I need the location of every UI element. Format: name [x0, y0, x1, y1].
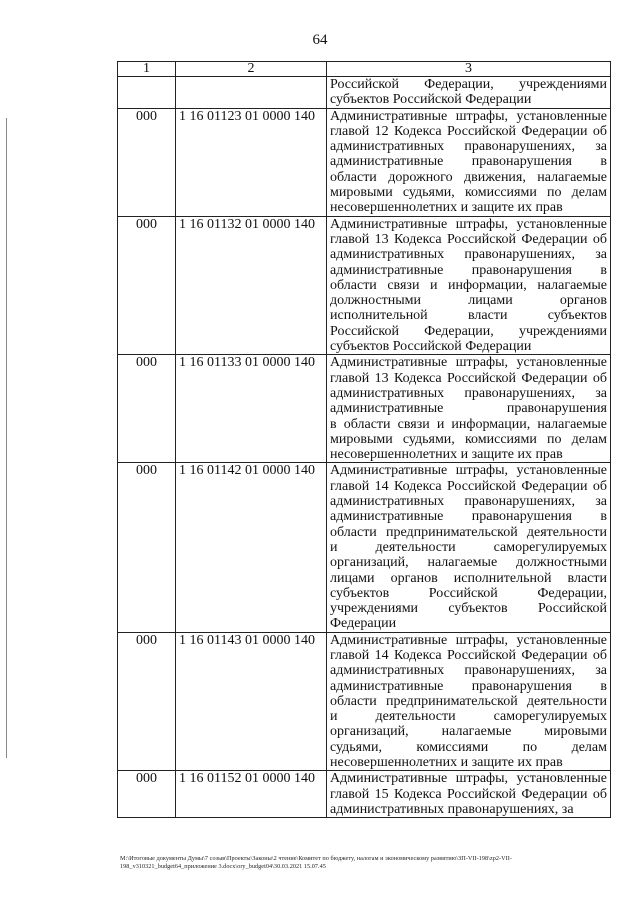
- description-line: административных правонарушениях, за: [330, 385, 607, 401]
- description-line: административных правонарушениях, за: [330, 139, 607, 155]
- description-line: в области связи и информации, налагаемые: [330, 416, 607, 432]
- description-cell: [327, 771, 611, 818]
- description-line: Российской Федерации, учреждениями: [330, 77, 607, 92]
- file-path-footer: [120, 855, 610, 871]
- table-row: [118, 463, 611, 632]
- description-line: административные правонарушения в: [330, 678, 607, 694]
- description-line: Административные штрафы, установленные: [330, 108, 607, 124]
- description-line: несовершеннолетних и защите их прав: [330, 755, 563, 771]
- description-line: главой 15 Кодекса Российской Федерации об: [330, 786, 607, 802]
- description-line: главой 14 Кодекса Российской Федерации об: [330, 647, 607, 663]
- kbk-code-cell: 1 16 01152 01 0000 140: [176, 771, 327, 818]
- description-line: административные правонарушения в: [330, 154, 607, 170]
- description-line: административные правонарушения в: [330, 509, 607, 525]
- description-line: главой 12 Кодекса Российской Федерации об: [330, 123, 607, 139]
- description-line: административные правонарушения: [330, 401, 607, 417]
- description-cell: [327, 355, 611, 463]
- footer-line-2: 198_v310321_budget64_приложение 3.docx\ory_budget04\30.03.2021 15.07.45: [120, 863, 326, 870]
- description-line: Административные штрафы, установленные: [330, 632, 607, 648]
- column-header-1: 1: [118, 62, 176, 77]
- table-row: [118, 632, 611, 771]
- description-line: Федерации: [330, 616, 397, 632]
- description-line: организаций, налагаемые мировыми: [330, 724, 607, 740]
- table-row: [118, 771, 611, 818]
- description-line: несовершеннолетних и защите их прав: [330, 447, 563, 463]
- description-line: судьями, комиссиями по делам: [330, 739, 607, 755]
- description-cell: [327, 216, 611, 355]
- kbk-code-cell: 1 16 01123 01 0000 140: [176, 108, 327, 216]
- description-line: главой 14 Кодекса Российской Федерации об: [330, 478, 607, 494]
- description-line: несовершеннолетних и защите их прав: [330, 200, 563, 216]
- description-line: субъектов Российской Федерации: [330, 92, 532, 108]
- table-row: [118, 77, 611, 109]
- description-line: административных правонарушениях, за: [330, 494, 607, 510]
- table-header-row: [118, 62, 611, 77]
- description-line: Административные штрафы, установленные: [330, 771, 607, 787]
- description-line: Административные штрафы, установленные: [330, 216, 607, 232]
- description-line: административных правонарушениях, за: [330, 247, 607, 263]
- description-line: области предпринимательской деятельности: [330, 524, 607, 540]
- description-line: Российской Федерации, учреждениями: [330, 323, 607, 339]
- description-line: административных правонарушениях, за: [330, 801, 574, 817]
- kbk-code-cell: 1 16 01132 01 0000 140: [176, 216, 327, 355]
- kbk-code-cell: [176, 77, 327, 109]
- column-header-3: 3: [327, 62, 611, 77]
- admin-code-cell: 000: [118, 216, 176, 355]
- description-cell: [327, 463, 611, 632]
- admin-code-cell: 000: [118, 463, 176, 632]
- admin-code-cell: 000: [118, 108, 176, 216]
- description-cell: [327, 108, 611, 216]
- description-line: организаций, налагаемые должностными: [330, 555, 607, 571]
- page-number: 64: [312, 32, 328, 48]
- margin-rule: [6, 118, 7, 758]
- description-line: административные правонарушения в: [330, 262, 607, 278]
- column-header-2: 2: [176, 62, 327, 77]
- description-line: исполнительной власти субъектов: [330, 308, 607, 324]
- description-line: области предпринимательской деятельности: [330, 693, 607, 709]
- description-line: области связи и информации, налагаемые: [330, 277, 607, 293]
- description-line: мировыми судьями, комиссиями по делам: [330, 185, 607, 201]
- budget-classification-table: [117, 61, 611, 818]
- description-line: области дорожного движения, налагаемые: [330, 169, 607, 185]
- footer-line-1: M:\Итоговые документы Думы\7 созыв\Проекты\Законы\2 чтение\Комитет по бюджету, налогам и экономическому развитию\ЗП-VII-198\zp2-VII-: [120, 855, 513, 862]
- description-line: должностными лицами органов: [330, 293, 607, 309]
- kbk-code-cell: 1 16 01142 01 0000 140: [176, 463, 327, 632]
- description-line: субъектов Российской Федерации,: [330, 585, 607, 601]
- description-cell: [327, 632, 611, 771]
- admin-code-cell: [118, 77, 176, 109]
- table-row: [118, 216, 611, 355]
- admin-code-cell: 000: [118, 632, 176, 771]
- description-line: административных правонарушениях, за: [330, 663, 607, 679]
- description-line: и деятельности саморегулируемых: [330, 539, 607, 555]
- admin-code-cell: 000: [118, 771, 176, 818]
- description-line: субъектов Российской Федерации: [330, 339, 532, 355]
- description-line: лицами органов исполнительной власти: [330, 570, 607, 586]
- description-line: Административные штрафы, установленные: [330, 463, 607, 479]
- kbk-code-cell: 1 16 01133 01 0000 140: [176, 355, 327, 463]
- kbk-code-cell: 1 16 01143 01 0000 140: [176, 632, 327, 771]
- description-line: Административные штрафы, установленные: [330, 355, 607, 371]
- description-line: главой 13 Кодекса Российской Федерации об: [330, 370, 607, 386]
- description-line: мировыми судьями, комиссиями по делам: [330, 431, 607, 447]
- description-line: учреждениями субъектов Российской: [330, 601, 607, 617]
- description-line: и деятельности саморегулируемых: [330, 709, 607, 725]
- description-cell: [327, 77, 611, 109]
- description-line: главой 13 Кодекса Российской Федерации об: [330, 231, 607, 247]
- table-row: [118, 355, 611, 463]
- table-body: [118, 77, 611, 818]
- admin-code-cell: 000: [118, 355, 176, 463]
- table-row: [118, 108, 611, 216]
